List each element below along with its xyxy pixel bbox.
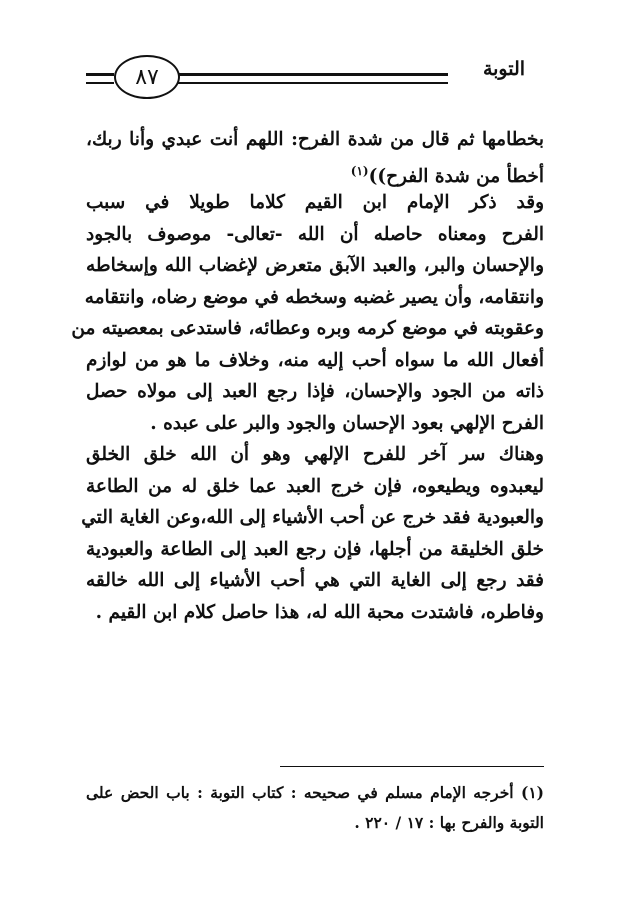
footnote-line: التوبة والفرح بها : ١٧ / ٢٢٠ . xyxy=(354,813,544,832)
header-rule-right xyxy=(178,73,448,84)
text-line: بخطامها ثم قال من شدة الفرح: اللهم أنت عبدي وأنا ربك، xyxy=(86,129,544,150)
text-line: والعبودية فقد خرج عن أحب الأشياء إلى الله،وعن الغاية التي xyxy=(81,507,544,528)
text-line: وقد ذكر الإمام ابن القيم كلاما طويلا في سبب xyxy=(86,192,544,213)
text-line: الفرح الإلهي بعود الإحسان والجود والبر على عبده . xyxy=(150,412,544,434)
text-line: ذاته من الجود والإحسان، فإذا رجع العبد إلى مولاه حصل xyxy=(86,381,544,402)
text-line: وانتقامه، وأن يصير غضبه وسخطه في موضع رضاه، وانتقامه xyxy=(84,286,544,308)
page-number: ٨٧ xyxy=(135,64,159,90)
text-line: ليعبدوه ويطيعوه، فإن خرج العبد عما خلق له من الطاعة xyxy=(86,475,544,497)
footnote-line: (١) أخرجه الإمام مسلم في صحيحه : كتاب التوبة : باب الحض على xyxy=(86,783,544,802)
text-line: فقد رجع إلى الغاية التي هي أحب الأشياء إلى الله خالقه xyxy=(86,570,544,591)
main-text xyxy=(71,124,544,628)
text-line: وفاطره، فاشتدت محبة الله له، هذا حاصل كلام ابن القيم . xyxy=(95,601,544,623)
header-rule-left xyxy=(86,73,114,84)
text-line: وعقوبته في موضع كرمه وبره وعطائه، فاستدعى بمعصيته من xyxy=(71,318,544,339)
text-line: وهناك سر آخر للفرح الإلهي وهو أن الله خلق الخلق xyxy=(86,444,544,465)
text-line: خلق الخليقة من أجلها، فإن رجع العبد إلى الطاعة والعبودية xyxy=(86,538,544,560)
text-line xyxy=(86,156,544,188)
running-title: التوبة xyxy=(482,58,526,80)
text-line: والإحسان والبر، والعبد الآبق متعرض لإغضاب الله وإسخاطه xyxy=(86,255,544,276)
footnote-reference: (١) xyxy=(350,163,369,178)
page-header xyxy=(86,48,544,104)
page-number-badge xyxy=(114,55,180,99)
text-line-content: أخطأ من شدة الفرح)) xyxy=(368,165,544,187)
text-line: أفعال الله ما سواه أحب إليه منه، وخلاف ما هو من لوازم xyxy=(86,349,544,371)
footnote xyxy=(86,778,544,838)
footnote-separator xyxy=(280,766,544,767)
text-line: الفرح ومعناه حاصله أن الله -تعالى- موصوف بالجود xyxy=(86,223,544,245)
